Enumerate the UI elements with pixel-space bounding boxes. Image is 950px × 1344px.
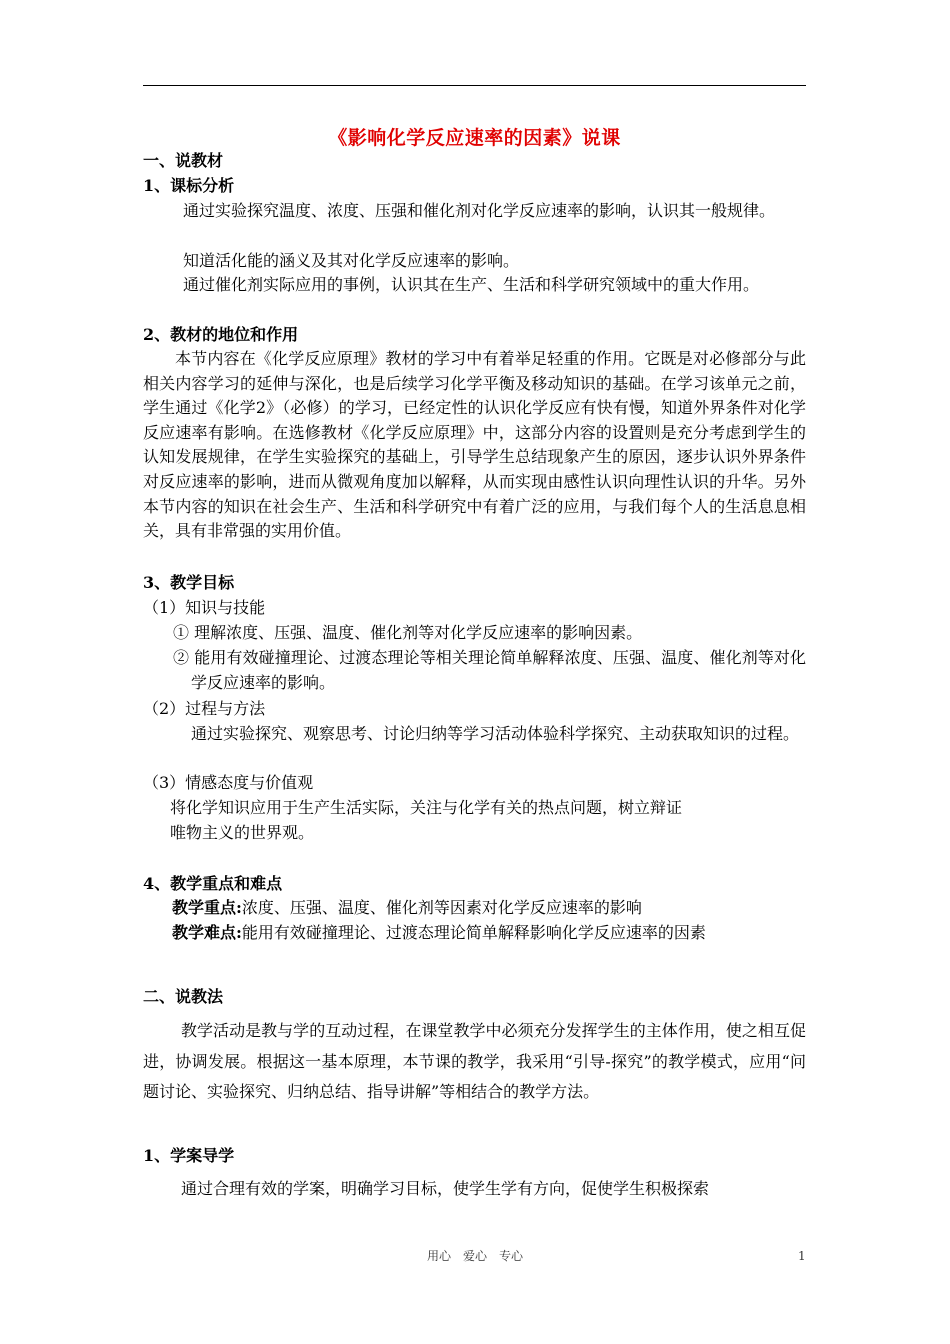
- goal-item: ① 理解浓度、压强、温度、催化剂等对化学反应速率的影响因素。: [173, 623, 643, 642]
- key-point-label: 教学重点:: [172, 898, 242, 917]
- goal-text: 通过实验探究、观察思考、讨论归纳等学习活动体验科学探究、主动获取知识的过程。: [191, 724, 800, 743]
- goal-heading: （2）过程与方法: [143, 699, 266, 718]
- subheading-curriculum: 1、课标分析: [143, 176, 235, 195]
- goal-text: 将化学知识应用于生产生活实际，关注与化学有关的热点问题，树立辩证: [170, 798, 683, 817]
- paragraph: 通过催化剂实际应用的事例，认识其在生产、生活和科学研究领域中的重大作用。: [183, 275, 760, 294]
- subheading-objectives: 3、教学目标: [143, 573, 235, 592]
- difficulty-text: 能用有效碰撞理论、过渡态理论简单解释影响化学反应速率的因素: [241, 923, 706, 942]
- key-point-line: [172, 896, 642, 921]
- footer-motto: 用心 爱心 专心: [426, 1249, 523, 1263]
- section-heading-method: 二、说教法: [143, 987, 224, 1006]
- section-heading-textbook: 一、说教材: [143, 151, 224, 170]
- difficulty-label: 教学难点:: [172, 923, 242, 942]
- page-title: 《影响化学反应速率的因素》说课: [328, 127, 621, 149]
- subheading-key-points: 4、教学重点和难点: [143, 874, 283, 893]
- subheading-guided-learning: 1、学案导学: [143, 1146, 235, 1165]
- page-number: 1: [798, 1249, 806, 1263]
- header-rule: [143, 85, 806, 86]
- paragraph: 本节内容在《化学反应原理》教材的学习中有着举足轻重的作用。它既是对必修部分与此相关内容学习的延伸与深化，也是后续学习化学平衡及移动知识的基础。在学习该单元之前，学生通过《化学2》（必修）的学习，已经定性的认识化学反应有快有慢，知道外界条件对化学反应速率有影响。在选修教材《化学反应原理》中，这部分内容的设置则是充分考虑到学生的认知发展规律，在学生实验探究的基础上，引导学生总结现象产生的原因，逐步认识外界条件对反应速率的影响，进而从微观角度加以解释，从而实现由感性认识向理性认识的升华。另外本节内容的知识在社会生产、生活和科学研究中有着广泛的应用，与我们每个人的生活息息相关，具有非常强的实用价值。: [143, 349, 806, 541]
- goal-heading: （3）情感态度与价值观: [143, 773, 314, 792]
- paragraph: 通过实验探究温度、浓度、压强和催化剂对化学反应速率的影响，认识其一般规律。: [183, 201, 776, 220]
- subheading-position: 2、教材的地位和作用: [143, 325, 299, 344]
- goal-text: 唯物主义的世界观。: [170, 823, 315, 842]
- paragraph: 教学活动是教与学的互动过程，在课堂教学中必须充分发挥学生的主体作用，使之相互促进，协调发展。根据这一基本原理，本节课的教学，我采用“引导-探究”的教学模式，应用“问题讨论、实验探究、归纳总结、指导讲解”等相结合的教学方法。: [143, 1021, 806, 1101]
- goal-item: ② 能用有效碰撞理论、过渡态理论等相关理论简单解释浓度、压强、温度、催化剂等对化学反应速率的影响。: [173, 648, 806, 692]
- paragraph: 通过合理有效的学案，明确学习目标，使学生学有方向，促使学生积极探索: [181, 1179, 710, 1198]
- paragraph: 知道活化能的涵义及其对化学反应速率的影响。: [183, 251, 520, 270]
- key-point-text: 浓度、压强、温度、催化剂等因素对化学反应速率的影响: [241, 898, 642, 917]
- goal-heading: （1）知识与技能: [143, 598, 266, 617]
- difficulty-line: [172, 921, 706, 946]
